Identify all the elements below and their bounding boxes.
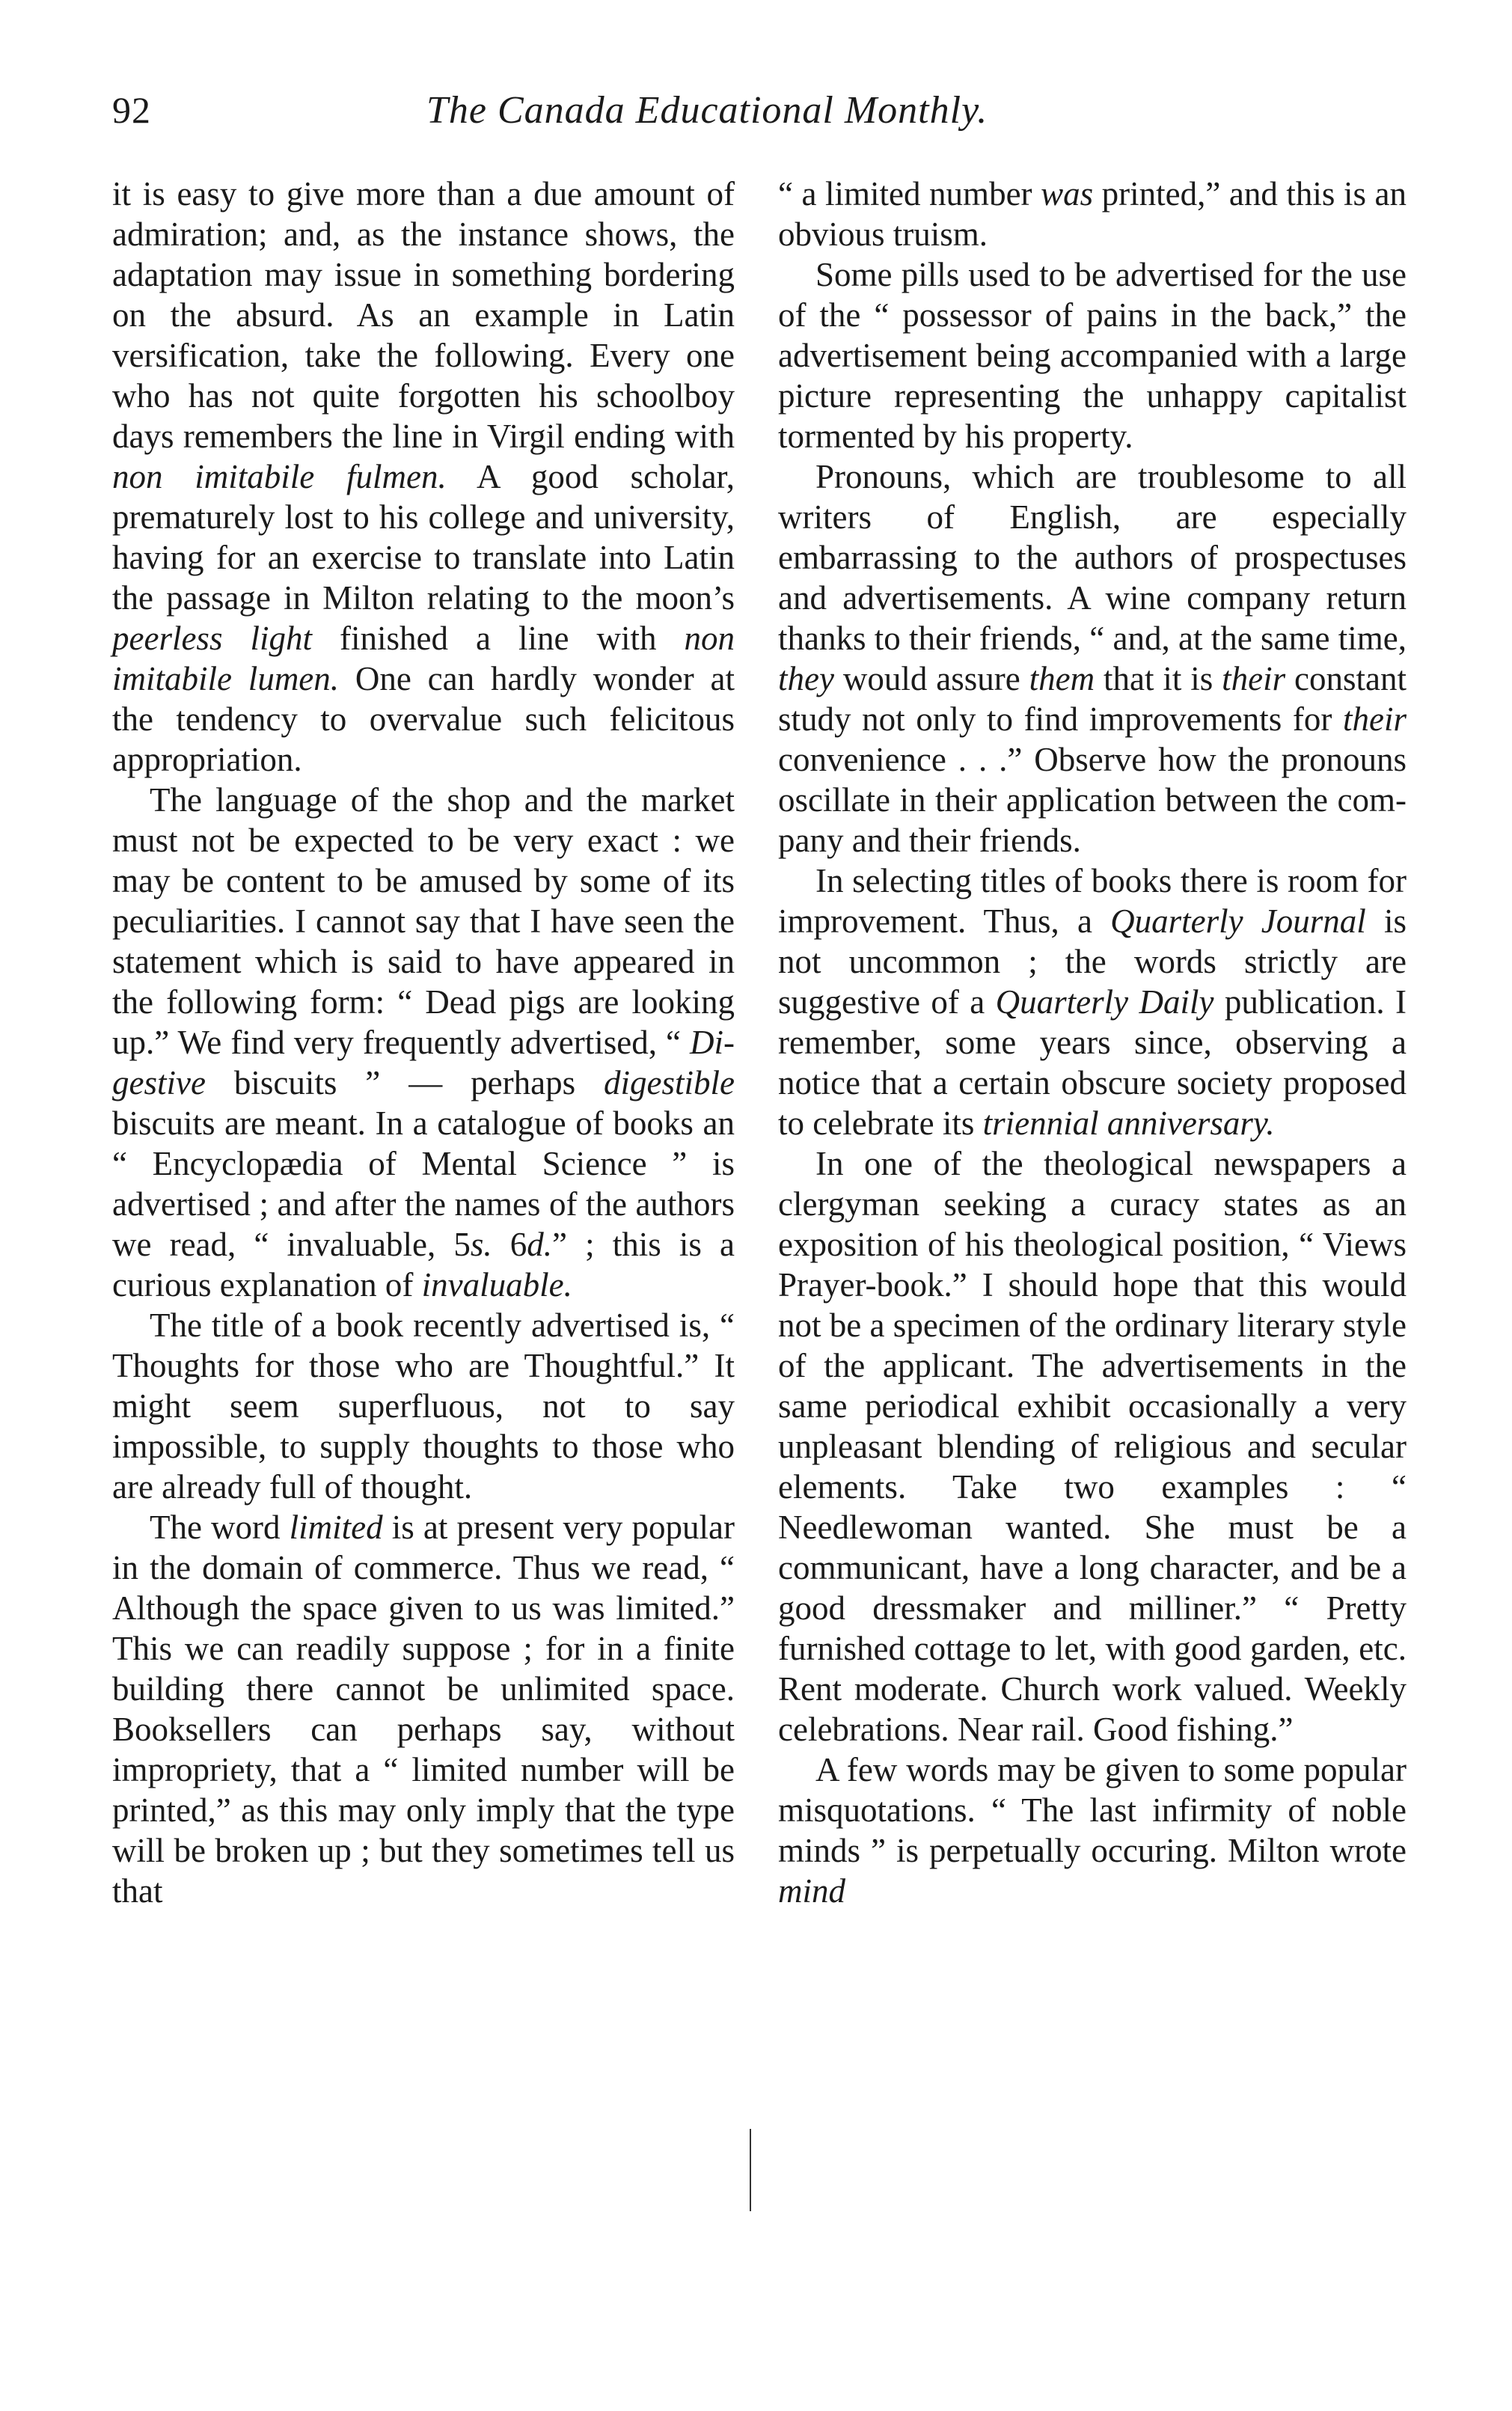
italic-text: non imitabile fulmen. [112,458,447,495]
running-head [112,88,1399,148]
text-run: The title of a book recently advertised is, “ Thoughts for those who are Thoughtful.” It might seem superfluous, not to say impossible, to supply thoughts to those who are already full of thought. [112,1307,735,1506]
italic-text: their [1343,700,1407,738]
italic-text: they [778,660,834,697]
text-run: finished a line with [311,620,685,657]
italic-text: mind [778,1872,845,1910]
italic-text: s. [470,1226,492,1263]
text-run: constant study not only to find improvements for [778,660,1407,738]
right-column [778,174,1407,1911]
paragraph [778,254,1407,456]
italic-text: Quarterly Daily [995,983,1214,1021]
text-run: The language of the shop and the market must not be expected to be very exact : we may be content to be amused by some of its peculiarities. I cannot say that I have seen the statement which is said to have appeared in the following form: “ Dead pigs are looking up.” We find very frequently advertised, “ [112,781,735,1061]
paragraph [112,174,735,780]
text-run: 6 [492,1226,527,1263]
left-column [112,174,735,1911]
text-run: Some pills used to be advertised for the use of the “ possessor of pains in the back,” the advertisement being accompanied with a large picture representing the unhappy capitalist tormented by his property. [778,256,1407,455]
text-run: ” ; this is a curious explanation of [112,1226,735,1304]
italic-text: digestible [604,1064,735,1101]
paragraph [778,1750,1407,1911]
italic-text: was [1041,175,1094,213]
italic-text: Quarterly Journal [1110,902,1366,940]
text-run: A few words may be given to some popular misquotations. “ The last infirmity of noble minds ” is perpetually occuring. Milton wrote [778,1751,1407,1869]
page-number: 92 [112,89,151,131]
text-run: would assure [833,660,1029,697]
text-run: biscuits ” — perhaps [205,1064,605,1101]
paragraph [778,861,1407,1143]
text-run: is at present very popular in the domain of commerce. Thus we read, “ Although the space given to us was limited.” This we can readily suppose ; for in a finite building there cannot be unlimited space. Booksellers can perhaps say, without impropriety, that a “ limited number will be printed,” as this may only imply that the type will be broken up ; but they sometimes tell us that [112,1509,735,1910]
paragraph [112,1507,735,1911]
paragraph [778,1143,1407,1750]
text-run: is not uncommon ; the words strictly are suggestive of a [778,902,1407,1021]
italic-text: triennial anniversary. [982,1104,1275,1142]
text-run: One can hardly wonder at the tendency to overvalue such felicitous appropriation. [112,660,735,778]
italic-text: d. [527,1226,552,1263]
italic-text: Digestive [112,1024,735,1101]
text-run: that it is [1095,660,1222,697]
text-run: it is easy to give more than a due amount of admiration; and, as the instance shows, the adaptation may issue in something bordering on the absurd. As an example in Latin versification, take the following. Every one who has not quite forgotten his schoolboy days remembers the line in Virgil ending with [112,175,735,455]
text-run: biscuits are meant. In a catalogue of books an “ Encyclopædia of Mental Science ” is advertised ; and after the names of the authors we read, “ invaluable, 5 [112,1104,735,1263]
text-run: printed,” and this is an obvious truism. [778,175,1407,253]
column-rule [750,2129,751,2211]
italic-text: non imitabile lumen. [112,620,735,697]
paragraph [778,174,1407,254]
text-run: “ a limited number [778,175,1041,213]
text-run: The word [150,1509,290,1546]
text-run: convenience . . .” Observe how the pronouns oscillate in their application between the company and their friends. [778,741,1407,859]
italic-text: them [1029,660,1095,697]
text-run: A good scholar, prematurely lost to his college and university, having for an exercise to translate into Latin the passage in Milton relating to the moon’s [112,458,735,617]
italic-text: invaluable. [421,1266,572,1304]
text-run: publication. I remember, some years since, observing a notice that a certain obscure society proposed to celebrate its [778,983,1407,1142]
text-run: Pronouns, which are troublesome to all writers of English, are especially embarrassing to the authors of prospectuses and advertisements. A wine company return thanks to their friends, “ and, at the same time, [778,458,1407,657]
text-run: In one of the theological newspapers a clergyman seeking a curacy states as an exposition of his theological position, “ Views Prayer-book.” I should hope that this would not be a specimen of the ordinary literary style of the applicant. The advertisements in the same periodical exhibit occasionally a very unpleasant blending of religious and secular elements. Take two examples : “ Needlewoman wanted. She must be a communicant, have a long character, and be a good dressmaker and milliner.” “ Pretty furnished cottage to let, with good garden, etc. Rent moderate. Church work valued. Weekly celebrations. Near rail. Good fishing.” [778,1145,1407,1748]
italic-text: peerless light [112,620,312,657]
text-run: In selecting titles of books there is room for improvement. Thus, a [778,862,1407,940]
paragraph [112,780,735,1305]
italic-text: their [1222,660,1286,697]
italic-text: limited [289,1509,383,1546]
paragraph [112,1305,735,1507]
paragraph [778,456,1407,861]
journal-title: The Canada Educational Monthly. [426,89,988,132]
